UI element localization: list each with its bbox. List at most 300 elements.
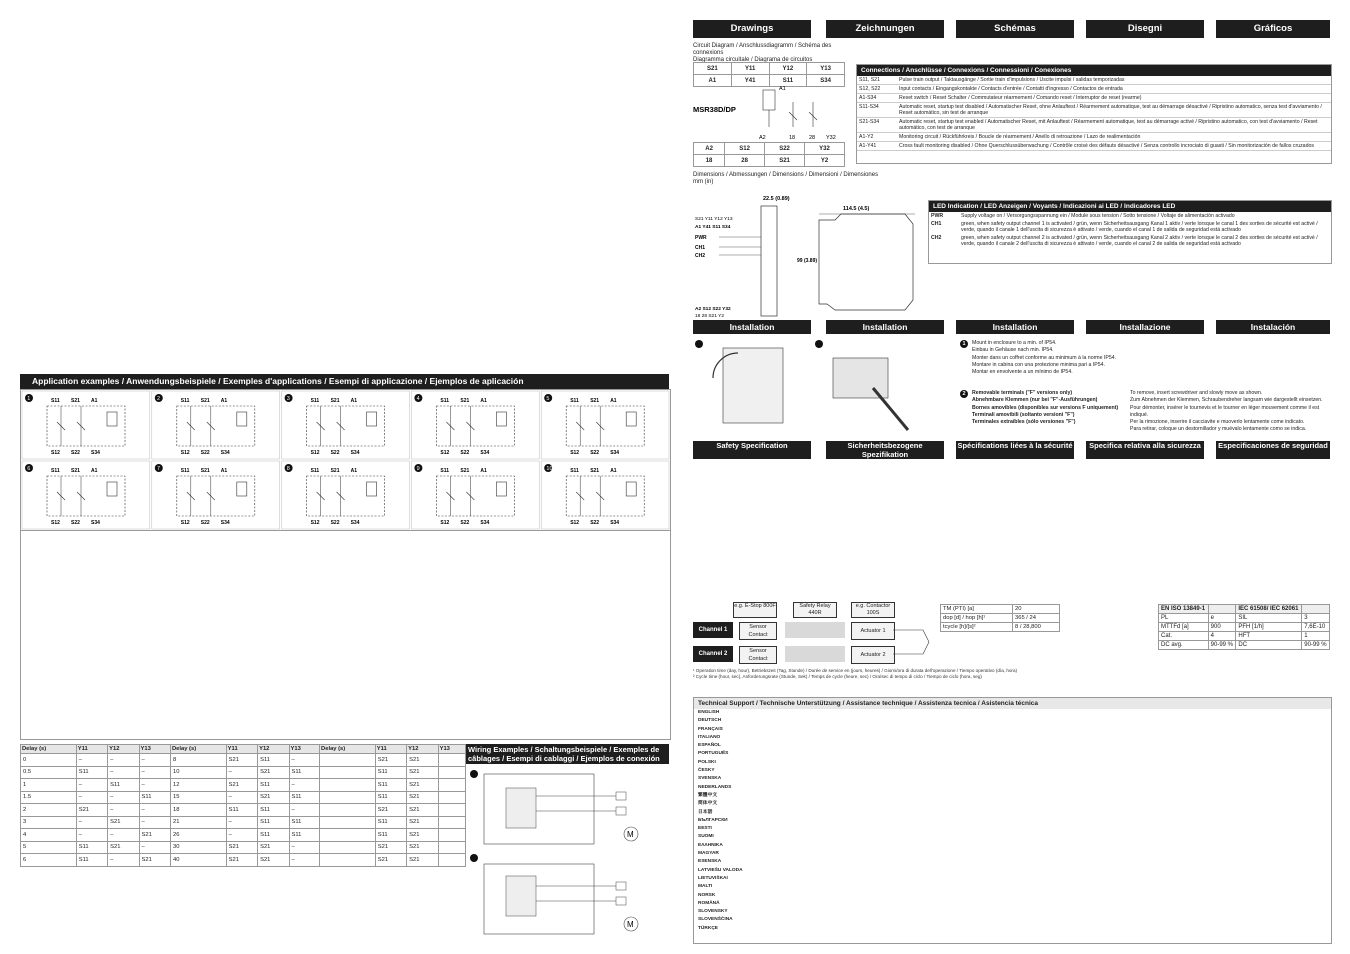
top-tab-disegni: Disegni — [1086, 20, 1204, 38]
tech-row-22 — [694, 892, 1331, 900]
install-2l-line-4: Terminales extraíbles (sólo versiones "F") — [972, 419, 1076, 426]
svg-text:S34: S34 — [610, 520, 620, 526]
svg-text:S22: S22 — [590, 520, 600, 526]
iso-cell-0-3: 3 — [1302, 614, 1330, 623]
tm-value-2: 8 / 28,800 — [1013, 623, 1060, 632]
tech-row-3 — [694, 734, 1331, 742]
tech-row-6 — [694, 759, 1331, 767]
iso-table — [1158, 604, 1330, 650]
install-tab-3: Installazione — [1086, 320, 1204, 334]
led-desc-1: green, when safety output channel 1 is activated / grün, wenn Sicherheitsausgang Kanal 1 aktiv / verte lorsque le canal 1 des sorties de sécurité est activé / verde, quando il canale 1 dell'uscita di sicurezza è attivato / verde, cuando el canal 1 de salida de seguridad está activado — [961, 221, 1318, 233]
delay-cell-3-8 — [320, 791, 376, 804]
app-desc-right — [375, 531, 670, 739]
install-tab-1: Installation — [826, 320, 944, 334]
circuit-caption — [693, 43, 853, 64]
delay-cell-7-8 — [320, 841, 376, 854]
delay-cell-6-3: S21 — [139, 829, 170, 842]
delay-cell-6-2: – — [108, 829, 139, 842]
delay-header-2: Y12 — [108, 745, 139, 754]
delay-cell-8-11 — [438, 854, 465, 867]
install-1-line-2: Monter dans un coffret conforme au minimum à la norme IP54. — [972, 354, 1117, 361]
iso-cell-2-3: 1 — [1302, 632, 1330, 641]
install-1-line-4: Montar en envolvente a un mínimo de IP54. — [972, 369, 1073, 376]
iso-cell-3-1: 90-99 % — [1208, 641, 1236, 650]
svg-text:S12: S12 — [440, 450, 450, 456]
tech-row-19 — [694, 867, 1331, 875]
svg-text:S34: S34 — [220, 450, 230, 456]
tech-row-18 — [694, 858, 1331, 866]
channel-1-label: Channel 1 — [693, 622, 733, 638]
install-2r-line-4: Para retirar, coloque un destornillador y muévalo lentamente como se indica. — [1130, 426, 1307, 433]
tech-row-17 — [694, 850, 1331, 858]
svg-text:S21: S21 — [460, 468, 470, 474]
delay-cell-0-6: S11 — [258, 754, 289, 767]
iso-cell-0-2: SIL — [1236, 614, 1302, 623]
tech-lang-6: POLSKI — [698, 759, 716, 765]
tech-lang-0: ENGLISH — [698, 710, 720, 715]
circuit-top-r1-c1: Y41 — [731, 75, 769, 87]
svg-text:S22: S22 — [330, 520, 340, 526]
delay-cell-3-11 — [438, 791, 465, 804]
dimensions-caption — [693, 172, 953, 186]
dim-height-label: 99 (3.89) — [797, 258, 818, 264]
install-1-line-1: Einbau in Gehäuse nach min. IP54. — [972, 347, 1054, 354]
delay-cell-0-2: – — [108, 754, 139, 767]
svg-text:S12: S12 — [51, 450, 60, 456]
svg-text:S11: S11 — [440, 468, 450, 474]
install-2l-line-2: Bornes amovibles (disponibles sur versions F uniquement) — [972, 404, 1119, 411]
led-name-0: PWR — [931, 213, 944, 219]
delay-cell-0-8 — [320, 754, 376, 767]
delay-cell-0-11 — [438, 754, 465, 767]
channel-note-1: ¹ Operation time (day, hour), Betriebszeit (Tag, Stunde) / Durée de service en (jours, heures) / Giorni/ora di durata dell'operazione / Tiempo operativo (día, hora) — [693, 668, 1018, 673]
wiring-title: Wiring Examples / Schaltungsbeispiele / Exemples de câblages / Esempi di cablaggi / Ejemplos de conexión — [466, 744, 669, 764]
svg-text:S11: S11 — [310, 468, 320, 474]
circuit-inner-18: 18 — [789, 135, 796, 141]
delay-cell-2-11 — [438, 779, 465, 792]
delay-cell-3-7: S11 — [289, 791, 320, 804]
conn-terminal-4: S21-S34 — [857, 118, 897, 133]
delay-cell-4-10: S21 — [407, 804, 438, 817]
install-2l-line-0: Removable terminals ("F" versions only) — [972, 390, 1073, 396]
tech-row-13 — [694, 817, 1331, 825]
delay-cell-0-9: S21 — [375, 754, 406, 767]
delay-cell-0-10: S21 — [407, 754, 438, 767]
iso-header-1 — [1208, 605, 1236, 614]
svg-text:A1: A1 — [610, 398, 617, 404]
svg-text:S12: S12 — [570, 520, 580, 526]
delay-cell-1-0: 0.5 — [21, 766, 77, 779]
delay-cell-5-6: S11 — [258, 816, 289, 829]
sensor-contact-2: Sensor Contact — [739, 646, 777, 664]
delay-header-1: Y11 — [76, 745, 107, 754]
tech-row-0 — [694, 709, 1331, 717]
tech-lang-16: ΕΛΛΗΝΙΚΑ — [698, 842, 723, 848]
circuit-bottom-terminals — [693, 142, 845, 167]
circuit-bottom-r0-c3: Y32 — [805, 143, 845, 155]
delay-table-grid — [20, 744, 466, 867]
install-step-1-marker — [695, 340, 703, 348]
conn-desc-1: Input contacts / Eingangskontakte / Contacts d'entrée / Contatti d'ingresso / Contactos de entrada — [897, 85, 1331, 94]
delay-cell-6-11 — [438, 829, 465, 842]
tech-lang-10: 繁體中文 — [698, 792, 718, 798]
conn-desc-0: Pulse train output / Taktausgänge / Sortie train d'impulsions / Uscite impulsi / salidas temporizadas — [897, 76, 1331, 85]
delay-header-5: Y11 — [226, 745, 257, 754]
tech-lang-23: ROMÂNĂ — [698, 900, 720, 906]
delay-cell-1-7: S11 — [289, 766, 320, 779]
circuit-bottom-r1-c0: 18 — [694, 155, 725, 167]
svg-text:1: 1 — [27, 396, 31, 402]
svg-text:S21: S21 — [71, 468, 80, 474]
conn-desc-3: Automatic reset, startup test disabled / Automatischer Reset, ohne Anlauftest / Réarmement automatique, test au démarrage désactivé / Ripristino automatico, senza test d'avviamento / Reset automático, sin test de arranque — [897, 103, 1331, 118]
led-table — [929, 212, 1331, 248]
delay-cell-6-1: – — [76, 829, 107, 842]
tm-value-1: 365 / 24 — [1013, 614, 1060, 623]
tm-value-0: 20 — [1013, 605, 1060, 614]
iso-cell-2-1: 4 — [1208, 632, 1236, 641]
connections-title: Connections / Anschlüsse / Connexions / Connessioni / Conexiones — [857, 65, 1331, 76]
svg-text:A1: A1 — [91, 398, 98, 404]
connections-table — [857, 76, 1331, 151]
circuit-top-r1-c2: S11 — [769, 75, 807, 87]
wiring-diagram-2 — [470, 854, 638, 934]
tech-lang-1: DEUTSCH — [698, 718, 722, 724]
app-example-5 — [541, 391, 669, 459]
delay-cell-8-1: S11 — [76, 854, 107, 867]
tm-label-2: tcycle [h]/[s]² — [941, 623, 1013, 632]
circuit-symbols-svg — [693, 82, 845, 142]
delay-header-3: Y13 — [139, 745, 170, 754]
dim-width-label: 22.5 (0.89) — [763, 196, 790, 202]
delay-cell-2-6: S11 — [258, 779, 289, 792]
delay-cell-3-6: S21 — [258, 791, 289, 804]
iso-header-3 — [1302, 605, 1330, 614]
circuit-caption-1: Circuit Diagram / Anschlussdiagramm / Schéma des connexions — [693, 43, 832, 56]
svg-text:S11: S11 — [570, 398, 579, 404]
delay-cell-5-9: S11 — [375, 816, 406, 829]
tech-row-25 — [694, 916, 1331, 924]
circuit-caption-2: Diagramma circuitale / Diagrama de circuitos — [693, 57, 813, 63]
channel-diagram — [693, 602, 935, 664]
delay-cell-5-5: – — [226, 816, 257, 829]
install-1-line-0: Mount in enclosure to a min. of IP54. — [972, 340, 1057, 346]
tech-lang-5: PORTUGUÊS — [698, 751, 729, 757]
delay-cell-7-5: S21 — [226, 841, 257, 854]
tech-row-20 — [694, 875, 1331, 883]
tech-row-8 — [694, 775, 1331, 783]
tm-label-0: TM (PTI) [a] — [941, 605, 1013, 614]
svg-text:S11: S11 — [180, 398, 190, 404]
actuator-2: Actuator 2 — [851, 646, 895, 664]
install-2r-line-1: Zum Abnehmen der Klemmen, Schraubendreher langsam wie dargestellt einsetzen. — [1130, 397, 1323, 404]
svg-text:S12: S12 — [180, 520, 190, 526]
delay-cell-0-0: 0 — [21, 754, 77, 767]
svg-text:S34: S34 — [350, 520, 360, 526]
delay-cell-2-8 — [320, 779, 376, 792]
iso-cell-3-3: 90-99 % — [1302, 641, 1330, 650]
delay-cell-3-1: – — [76, 791, 107, 804]
delay-header-11: Y13 — [438, 745, 465, 754]
tech-row-1 — [694, 717, 1331, 725]
delay-cell-7-4: 30 — [170, 841, 226, 854]
app-example-6 — [22, 461, 150, 529]
delay-cell-4-5: S11 — [226, 804, 257, 817]
tech-row-24 — [694, 908, 1331, 916]
delay-cell-5-4: 21 — [170, 816, 226, 829]
intro-text-columns — [20, 16, 663, 366]
tech-lang-19: LATVIEŠU VALODA — [698, 867, 743, 873]
delay-cell-1-10: S21 — [407, 766, 438, 779]
delay-cell-6-8 — [320, 829, 376, 842]
circuit-inner-y32: Y32 — [826, 135, 836, 141]
side-view-svg — [795, 200, 945, 320]
delay-cell-8-3: S21 — [139, 854, 170, 867]
delay-cell-3-2: – — [108, 791, 139, 804]
svg-text:S21: S21 — [590, 398, 600, 404]
delay-cell-3-3: S11 — [139, 791, 170, 804]
terminal-removal-image — [833, 358, 888, 398]
install-box-1-number: 1 — [960, 340, 968, 348]
dim-front-top2: A1 Y41 S11 S34 — [695, 225, 731, 230]
delay-cell-8-5: S21 — [226, 854, 257, 867]
svg-text:S12: S12 — [180, 450, 190, 456]
delay-cell-1-2: – — [108, 766, 139, 779]
app-examples-title: Application examples / Anwendungsbeispiele / Exemples d'applications / Esempi di applicazione / Ejemplos de aplicación — [20, 374, 669, 389]
delay-cell-2-4: 12 — [170, 779, 226, 792]
install-tab-4: Instalación — [1216, 320, 1330, 334]
tech-row-5 — [694, 750, 1331, 758]
circuit-top-r0-c3: Y13 — [807, 63, 845, 75]
delay-cell-5-3: – — [139, 816, 170, 829]
dim-front-top1: S21 Y11 Y12 Y13 — [695, 217, 733, 222]
svg-text:S11: S11 — [570, 468, 579, 474]
svg-text:9: 9 — [416, 466, 420, 472]
app-example-7 — [152, 461, 280, 529]
dim-led-pwr: PWR — [695, 235, 707, 241]
svg-text:A1: A1 — [350, 468, 358, 474]
conn-desc-2: Reset switch / Reset Schalter / Commutateur réarmement / Comando reset / Interruptor de reset (rearme) — [897, 94, 1331, 103]
safety-tab-4: Especificaciones de seguridad — [1216, 441, 1330, 459]
circuit-diagram — [693, 62, 845, 162]
tm-table — [940, 604, 1060, 632]
tech-lang-20: LIETUVIŠKAI — [698, 875, 728, 881]
delay-cell-3-5: – — [226, 791, 257, 804]
circuit-bottom-r0-c1: S12 — [725, 143, 765, 155]
svg-text:8: 8 — [286, 466, 290, 472]
contactor-header: e.g. Contactor 100S — [851, 602, 895, 618]
svg-text:A1: A1 — [220, 398, 228, 404]
svg-text:A1: A1 — [91, 468, 98, 474]
channel-arrows — [893, 620, 933, 664]
delay-cell-1-8 — [320, 766, 376, 779]
svg-text:S12: S12 — [310, 450, 320, 456]
delay-cell-6-5: – — [226, 829, 257, 842]
tech-lang-18: ESENSKA — [698, 859, 722, 865]
install-box-2-left — [972, 390, 1122, 426]
delay-cell-6-6: S11 — [258, 829, 289, 842]
app-examples-diagrams — [20, 389, 671, 531]
svg-text:S21: S21 — [200, 468, 210, 474]
delay-cell-8-9: S21 — [375, 854, 406, 867]
delay-cell-8-4: 40 — [170, 854, 226, 867]
svg-text:A1: A1 — [480, 468, 487, 474]
safety-tab-1: Sicherheitsbezogene Spezifikation — [826, 441, 944, 459]
delay-cell-1-6: S21 — [258, 766, 289, 779]
delay-cell-0-5: S21 — [226, 754, 257, 767]
delay-cell-7-6: S21 — [258, 841, 289, 854]
dimensions-caption-text: Dimensions / Abmessungen / Dimensions / Dimensioni / Dimensiones — [693, 172, 879, 178]
delay-cell-6-9: S11 — [375, 829, 406, 842]
circuit-top-r0-c1: Y11 — [731, 63, 769, 75]
install-box-1 — [960, 340, 1330, 376]
install-2r-line-2: Pour démonter, insérer le tournevis et le tourner en léger mouvement comme il est indiqué. — [1130, 404, 1320, 418]
delay-cell-1-9: S11 — [375, 766, 406, 779]
delay-cell-7-3: – — [139, 841, 170, 854]
tech-row-12 — [694, 809, 1331, 817]
delay-cell-4-1: S21 — [76, 804, 107, 817]
delay-cell-1-11 — [438, 766, 465, 779]
delay-cell-1-3: – — [139, 766, 170, 779]
delay-cell-4-3: – — [139, 804, 170, 817]
svg-text:S12: S12 — [440, 520, 450, 526]
svg-text:10: 10 — [546, 466, 553, 472]
svg-text:S34: S34 — [91, 520, 100, 526]
wiring-diagram-1 — [470, 770, 638, 844]
svg-text:S22: S22 — [200, 450, 210, 456]
delay-cell-8-2: – — [108, 854, 139, 867]
wiring-diagrams — [466, 766, 669, 942]
iso-cell-0-0: PL — [1159, 614, 1209, 623]
iso-header-0: EN ISO 13849-1 — [1159, 605, 1209, 614]
circuit-model-label: MSR38D/DP — [693, 105, 736, 114]
delay-cell-1-5: – — [226, 766, 257, 779]
delay-cell-4-2: – — [108, 804, 139, 817]
conn-desc-5: Monitoring circuit / Rückführkreis / Boucle de réarmement / Anello di retroazione / Lazo de realimentación — [897, 133, 1331, 142]
circuit-inner-a2: A2 — [759, 135, 766, 141]
install-2r-line-3: Per la rimozione, inserire il cacciavite e muoverlo lentamente come indicato. — [1130, 419, 1305, 426]
safety-tab-2: Spécifications liées à la sécurité — [956, 441, 1074, 459]
install-2r-line-0: To remove, insert screwdriver and slowly move as shown. — [1130, 390, 1263, 396]
svg-text:S22: S22 — [71, 450, 80, 456]
delay-cell-5-2: S21 — [108, 816, 139, 829]
tech-lang-24: SLOVENSKY — [698, 909, 728, 915]
iso-cell-1-3: 7,6E-10 — [1302, 623, 1330, 632]
tech-row-7 — [694, 767, 1331, 775]
svg-text:4: 4 — [416, 396, 420, 402]
circuit-top-r1-c0: A1 — [694, 75, 732, 87]
tech-lang-17: MAGYAR — [698, 851, 719, 857]
led-name-2: CH2 — [931, 235, 942, 241]
conn-terminal-2: A1-S34 — [857, 94, 897, 103]
dim-depth-label: 114.5 (4.5) — [843, 206, 870, 212]
tech-lang-21: MALTI — [698, 884, 713, 890]
delay-cell-6-7: S11 — [289, 829, 320, 842]
svg-text:S11: S11 — [310, 398, 320, 404]
iso-cell-2-2: HFT — [1236, 632, 1302, 641]
delay-cell-3-10: S21 — [407, 791, 438, 804]
svg-text:M: M — [627, 920, 634, 929]
app-desc-left — [21, 531, 371, 739]
svg-text:S34: S34 — [350, 450, 360, 456]
delay-cell-0-3: – — [139, 754, 170, 767]
install-box-2-number: 2 — [960, 390, 968, 398]
delay-cell-1-4: 10 — [170, 766, 226, 779]
tech-row-15 — [694, 833, 1331, 841]
svg-text:A1: A1 — [220, 468, 228, 474]
delay-cell-2-5: S21 — [226, 779, 257, 792]
circuit-inner-28: 28 — [809, 135, 816, 141]
delay-cell-5-0: 3 — [21, 816, 77, 829]
delay-cell-5-11 — [438, 816, 465, 829]
delay-cell-8-0: 6 — [21, 854, 77, 867]
tech-lang-14: EESTI — [698, 826, 712, 832]
circuit-bottom-r1-c2: S21 — [765, 155, 805, 167]
tech-lang-4: ESPAÑOL — [698, 743, 721, 749]
dim-led-ch2: CH2 — [695, 253, 706, 259]
tech-support-rows — [694, 709, 1331, 933]
delay-cell-2-10: S21 — [407, 779, 438, 792]
tech-row-23 — [694, 900, 1331, 908]
safety-tab-0: Safety Specification — [693, 441, 811, 459]
svg-text:S21: S21 — [330, 468, 340, 474]
delay-header-8: Delay (s) — [320, 745, 376, 754]
delay-cell-7-9: S21 — [375, 841, 406, 854]
svg-text:3: 3 — [286, 396, 290, 402]
svg-text:S11: S11 — [180, 468, 190, 474]
svg-text:2: 2 — [157, 396, 161, 402]
delay-cell-1-1: S11 — [76, 766, 107, 779]
tech-row-14 — [694, 825, 1331, 833]
svg-text:A1: A1 — [480, 398, 487, 404]
svg-text:M: M — [627, 830, 634, 839]
app-example-9 — [411, 461, 539, 529]
delay-cell-0-4: 8 — [170, 754, 226, 767]
delay-cell-0-7: – — [289, 754, 320, 767]
delay-cell-8-7: – — [289, 854, 320, 867]
channel-2-label: Channel 2 — [693, 646, 733, 662]
conn-terminal-5: A1-Y2 — [857, 133, 897, 142]
dim-led-ch1: CH1 — [695, 245, 706, 251]
delay-cell-4-0: 2 — [21, 804, 77, 817]
install-2l-line-3: Terminali amovibili (soltanto versioni "F") — [972, 411, 1075, 418]
delay-cell-7-1: S11 — [76, 841, 107, 854]
install-1-line-3: Montare in cabina con una protezione minima pari a IP54. — [972, 361, 1105, 368]
led-title: LED Indication / LED Anzeigen / Voyants / Indicazioni ai LED / Indicadores LED — [929, 201, 1331, 212]
delay-cell-4-6: S11 — [258, 804, 289, 817]
install-tab-0: Installation — [693, 320, 811, 334]
svg-text:S34: S34 — [91, 450, 100, 456]
svg-text:S34: S34 — [220, 520, 230, 526]
conn-terminal-6: A1-Y41 — [857, 142, 897, 151]
svg-text:S21: S21 — [590, 468, 600, 474]
conn-desc-4: Automatic reset, startup test enabled / Automatischer Reset, mit Anlauftest / Réarmement automatique, test au démarrage activé / Ripristino automatico, con test d'avviamento / Reset automático, con test de arranque — [897, 118, 1331, 133]
delay-cell-4-8 — [320, 804, 376, 817]
connections-panel — [856, 64, 1332, 164]
iso-cell-0-1: e — [1208, 614, 1236, 623]
dim-front-bottom1: A2 S12 S22 Y32 — [695, 307, 731, 312]
svg-text:S21: S21 — [330, 398, 340, 404]
delay-cell-7-0: 5 — [21, 841, 77, 854]
svg-text:S22: S22 — [71, 520, 80, 526]
delay-cell-7-2: S21 — [108, 841, 139, 854]
iso-header-2: IEC 61508/ IEC 62061 — [1236, 605, 1302, 614]
top-tab-schémas: Schémas — [956, 20, 1074, 38]
svg-text:S34: S34 — [480, 450, 490, 456]
svg-text:6: 6 — [27, 466, 31, 472]
top-tab-zeichnungen: Zeichnungen — [826, 20, 944, 38]
delay-header-9: Y11 — [375, 745, 406, 754]
channel-1-relay-bar — [785, 622, 845, 638]
